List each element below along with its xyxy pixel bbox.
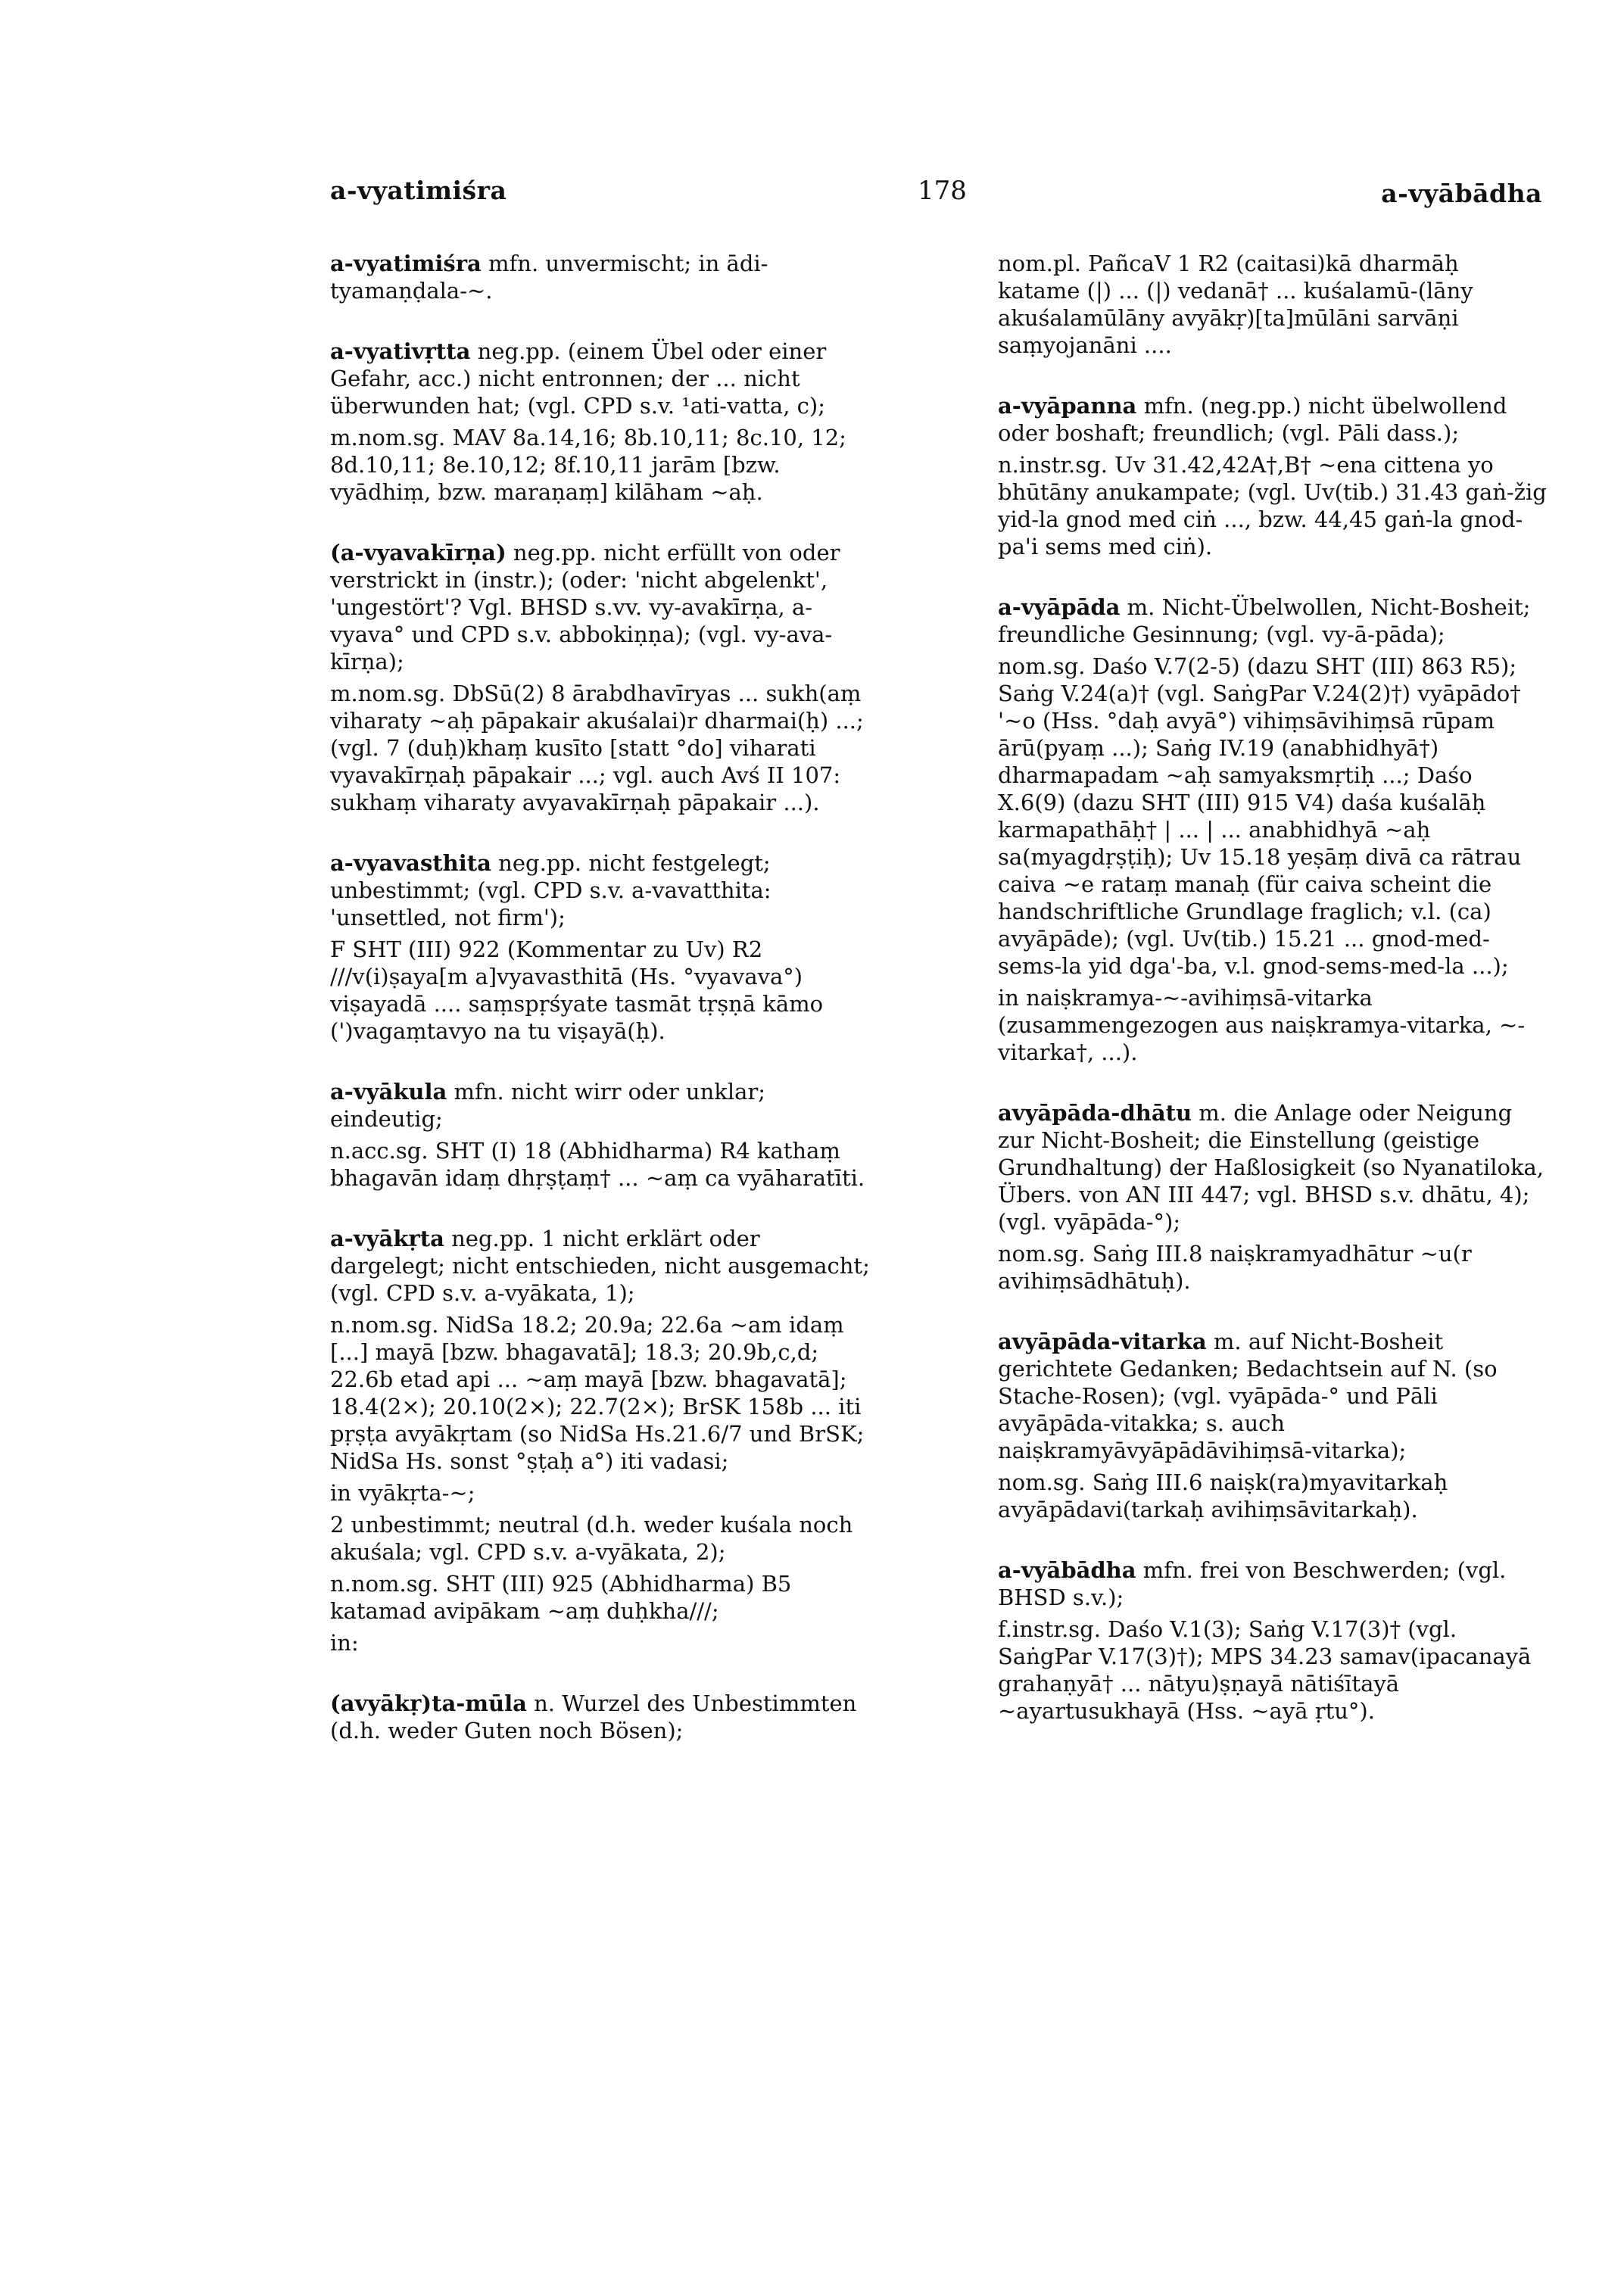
- right-column: [998, 250, 1547, 1758]
- entry-headline: a-vyākṛta neg.pp. 1 nicht erklärt oder dargelegt; nicht entschieden, nicht ausgemacht; (vgl. CPD s.v. a-vyākata, 1);: [330, 1226, 870, 1306]
- left-column: [330, 250, 879, 1778]
- entry-citation: n.instr.sg. Uv 31.42,42A†,B† ~ena cittena yo bhūtāny anukampate; (vgl. Uv(tib.) 31.43 gaṅ-žig yid-la gnod med ciṅ ..., bzw. 44,45 gaṅ-la gnod-pa'i sems med ciṅ).: [998, 452, 1547, 559]
- entry-citation: f.instr.sg. Daśo V.1(3); Saṅg V.17(3)† (vgl. SaṅgPar V.17(3)†); MPS 34.23 samav(ipacanayā grahaṇyā† ... nātyu)ṣṇayā nātiśītayā ~ayartusukhayā (Hss. ~ayā ṛtu°).: [998, 1616, 1532, 1724]
- lemma: a-vyābādha: [998, 1557, 1136, 1583]
- entry-citation: nom.sg. Saṅg III.6 naiṣk(ra)myavitarkaḥ avyāpādavi(tarkaḥ avihiṃsāvitarkaḥ).: [998, 1469, 1448, 1522]
- lemma: avyāpāda-vitarka: [998, 1329, 1207, 1354]
- lemma: a-vyatimiśra: [330, 251, 482, 276]
- entry-citation: n.nom.sg. SHT (III) 925 (Abhidharma) B5 katamad avipākam ~aṃ duḥkha///;: [330, 1571, 792, 1624]
- dictionary-entry: [998, 594, 1547, 1066]
- entry-headline: nom.pl. PañcaV 1 R2 (caitasi)kā dharmāḥ katame (|) ... (|) vedanā† ... kuśalamū-(lāny akuśalamūlāny avyākṛ)[ta]mūlāni sarvāṇi saṃyojanāni ....: [998, 251, 1473, 358]
- dictionary-entry: [330, 1225, 879, 1656]
- lemma: a-vyāpanna: [998, 393, 1137, 419]
- lemma: (avyākṛ)ta-mūla: [330, 1690, 527, 1716]
- entry-headline: (avyākṛ)ta-mūla n. Wurzel des Unbestimmten (d.h. weder Guten noch Bösen);: [330, 1690, 857, 1743]
- dictionary-entry: [330, 849, 879, 1045]
- dictionary-entry: [330, 1690, 879, 1744]
- entry-headline: a-vyavasthita neg.pp. nicht festgelegt; unbestimmt; (vgl. CPD s.v. a-vavatthita: 'unsettled, not firm');: [330, 850, 771, 930]
- page-number: 178: [918, 176, 967, 206]
- entry-citation: in vyākṛta-~;: [330, 1480, 475, 1506]
- entry-headline: a-vyābādha mfn. frei von Beschwerden; (vgl. BHSD s.v.);: [998, 1557, 1507, 1610]
- dictionary-entry: [998, 392, 1547, 560]
- entry-headline: avyāpāda-vitarka m. auf Nicht-Bosheit gerichtete Gedanken; Bedachtsein auf N. (so Stache-Rosen); (vgl. vyāpāda-° und Pāli avyāpāda-vitakka; s. auch naiṣkramyāvyāpādāvihiṃsā-vitarka);: [998, 1329, 1498, 1463]
- entry-headline: (a-vyavakīrṇa) neg.pp. nicht erfüllt von oder verstrickt in (instr.); (oder: 'nicht abgelenkt', 'ungestört'? Vgl. BHSD s.vv. vy-avakīrṇa, a-vyava° und CPD s.v. abbokiṇṇa); (vgl. vy-ava-kīrṇa);: [330, 540, 840, 675]
- entry-headline: a-vyāpāda m. Nicht-Übelwollen, Nicht-Bosheit; freundliche Gesinnung; (vgl. vy-ā-pāda);: [998, 594, 1531, 647]
- lemma: avyāpāda-dhātu: [998, 1100, 1192, 1126]
- dictionary-entry: [998, 250, 1547, 359]
- entry-headline: a-vyāpanna mfn. (neg.pp.) nicht übelwollend oder boshaft; freundlich; (vgl. Pāli dass.);: [998, 393, 1507, 446]
- entry-headline: avyāpāda-dhātu m. die Anlage oder Neigung zur Nicht-Bosheit; die Einstellung (geistige Grundhaltung) der Haßlosigkeit (so Nyanatiloka, Übers. von AN III 447; vgl. BHSD s.v. dhātu, 4); (vgl. vyāpāda-°);: [998, 1100, 1545, 1235]
- entry-citation: m.nom.sg. DbSū(2) 8 ārabdhavīryas ... sukh(aṃ viharaty ~aḥ pāpakair akuśalai)r dharmai(ḥ) ...; (vgl. 7 (duḥ)khaṃ kusīto [statt °do] viharati vyavakīrṇaḥ pāpakair ...; vgl. auch Avś II 107: sukhaṃ viharaty avyavakīrṇaḥ pāpakair ...).: [330, 681, 864, 815]
- dictionary-entry: [998, 1328, 1547, 1523]
- entry-citation: m.nom.sg. MAV 8a.14,16; 8b.10,11; 8c.10, 12; 8d.10,11; 8e.10,12; 8f.10,11 jarām [bzw. vyādhiṃ, bzw. maraṇaṃ] kilāham ~aḥ.: [330, 425, 846, 505]
- lemma: a-vyākula: [330, 1079, 447, 1105]
- dictionary-entry: [330, 539, 879, 816]
- running-head-left: a-vyatimiśra: [330, 176, 507, 205]
- lemma: (a-vyavakīrṇa): [330, 540, 507, 566]
- lemma: a-vyativṛtta: [330, 338, 471, 364]
- entry-headline: a-vyākula mfn. nicht wirr oder unklar; eindeutig;: [330, 1079, 766, 1132]
- running-head-right: a-vyābādha: [1381, 179, 1542, 208]
- dictionary-entry: [998, 1099, 1547, 1295]
- entry-citation: 2 unbestimmt; neutral (d.h. weder kuśala noch akuśala; vgl. CPD s.v. a-vyākata, 2);: [330, 1512, 853, 1565]
- entry-citation: nom.sg. Saṅg III.8 naiṣkramyadhātur ~u(r avihiṃsādhātuḥ).: [998, 1241, 1472, 1294]
- entry-headline: a-vyativṛtta neg.pp. (einem Übel oder einer Gefahr, acc.) nicht entronnen; der ... nicht überwunden hat; (vgl. CPD s.v. ¹ati-vatta, c);: [330, 338, 827, 419]
- dictionary-entry: [330, 250, 879, 304]
- entry-headline: a-vyatimiśra mfn. unvermischt; in ādi-tyamaṇḍala-~.: [330, 251, 768, 304]
- entry-citation: in naiṣkramya-~-avihiṃsā-vitarka (zusammengezogen aus naiṣkramya-vitarka, ~-vitarka†, ...).: [998, 985, 1526, 1065]
- entry-citation: nom.sg. Daśo V.7(2-5) (dazu SHT (III) 863 R5); Saṅg V.24(a)† (vgl. SaṅgPar V.24(2)†) vyāpādo† '~o (Hss. °daḥ avyā°) vihiṃsāvihiṃsā rūpam ārū(pyaṃ ...); Saṅg IV.19 (anabhidhyā†) dharmapadam ~aḥ samyaksmṛtiḥ ...; Daśo X.6(9) (dazu SHT (III) 915 V4) daśa kuśalāḥ karmapathāḥ† | ... | ... anabhidhyā ~aḥ sa(myagdṛṣṭiḥ); Uv 15.18 yeṣāṃ divā ca rātrau caiva ~e rataṃ manaḥ (für caiva scheint die handschriftliche Grundlage fraglich; v.l. (ca) avyāpāde); (vgl. Uv(tib.) 15.21 ... gnod-med-sems-la yid dga'-ba, v.l. gnod-sems-med-la ...);: [998, 653, 1522, 979]
- lemma: a-vyākṛta: [330, 1226, 444, 1251]
- lemma: a-vyāpāda: [998, 594, 1121, 620]
- entry-citation: F SHT (III) 922 (Kommentar zu Uv) R2 ///v(i)ṣaya[m a]vyavasthitā (Hs. °vyavava°) viṣayadā .... saṃspṛśyate tasmāt tṛṣṇā kāmo (')vagaṃtavyo na tu viṣayā(ḥ).: [330, 936, 824, 1044]
- dictionary-entry: [330, 338, 879, 506]
- entry-citation: n.nom.sg. NidSa 18.2; 20.9a; 22.6a ~am idaṃ [...] mayā [bzw. bhagavatā]; 18.3; 20.9b,c,d; 22.6b etad api ... ~aṃ mayā [bzw. bhagavatā]; 18.4(2×); 20.10(2×); 22.7(2×); BrSK 158b ... iti pṛṣṭa avyākṛtam (so NidSa Hs.21.6/7 und BrSK; NidSa Hs. sonst °ṣṭaḥ a°) iti vadasi;: [330, 1312, 865, 1474]
- dictionary-entry: [330, 1078, 879, 1192]
- entry-citation: n.acc.sg. SHT (I) 18 (Abhidharma) R4 kathaṃ bhagavān idaṃ dhṛṣṭaṃ† ... ~aṃ ca vyāharatīti.: [330, 1138, 865, 1191]
- entry-citation: in:: [330, 1630, 359, 1656]
- lemma: a-vyavasthita: [330, 850, 491, 876]
- dictionary-entry: [998, 1557, 1547, 1725]
